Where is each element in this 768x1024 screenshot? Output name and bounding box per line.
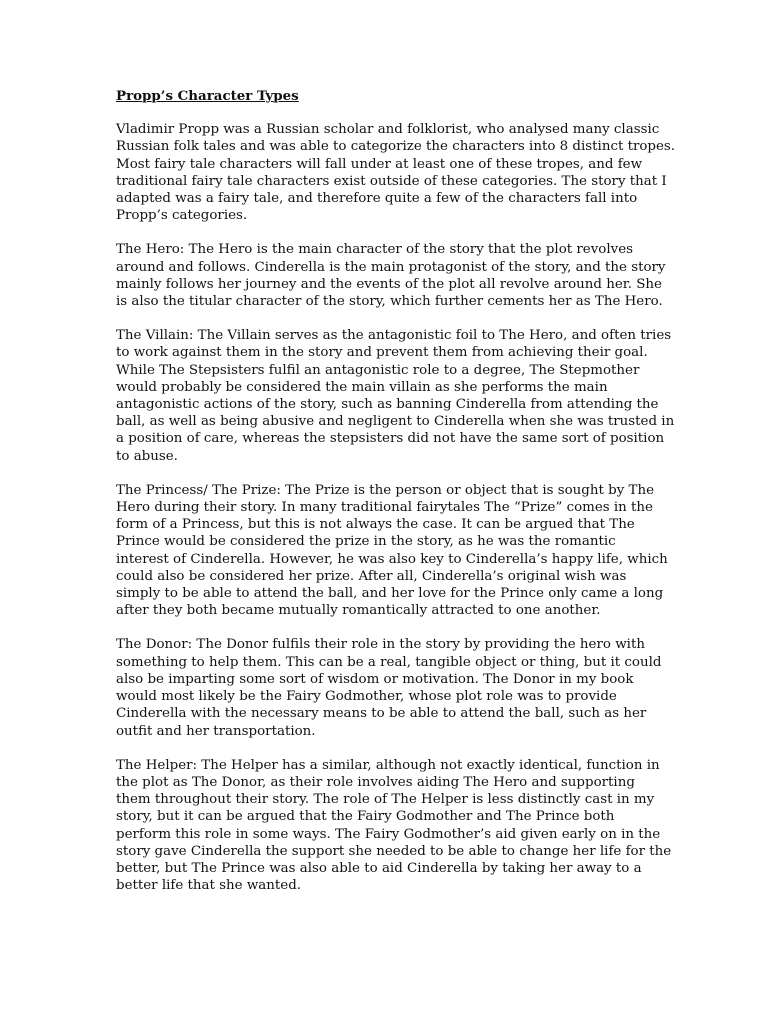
hero-paragraph	[116, 241, 666, 310]
text-line: form of a Princess, but this is not always the case. It can be argued that The	[116, 517, 635, 533]
text-line: Cinderella with the necessary means to be able to attend the ball, such as her	[116, 706, 647, 722]
text-line: also be imparting some sort of wisdom or motivation. The Donor in my book	[116, 671, 634, 687]
text-line: The Donor: The Donor fulfils their role in the story by providing the hero with	[116, 637, 645, 653]
text-line: would probably be considered the main villain as she performs the main	[116, 379, 608, 395]
text-line: better, but The Prince was also able to aid Cinderella by taking her away to a	[116, 860, 642, 876]
document-body	[116, 121, 676, 894]
text-line: traditional fairy tale characters exist outside of these categories. The story that I	[116, 173, 667, 189]
text-line: mainly follows her journey and the events of the plot all revolve around her. She	[116, 276, 662, 292]
text-line: would most likely be the Fairy Godmother, whose plot role was to provide	[116, 689, 617, 705]
text-line: adapted was a fairy tale, and therefore quite a few of the characters fall into	[116, 191, 638, 207]
text-line: Most fairy tale characters will fall under at least one of these tropes, and few	[116, 156, 643, 172]
text-line: better life that she wanted.	[116, 878, 302, 894]
text-line: perform this role in some ways. The Fairy Godmother’s aid given early on in the	[116, 826, 661, 842]
text-line: antagonistic actions of the story, such as banning Cinderella from attending the	[116, 397, 659, 413]
text-line: to work against them in the story and prevent them from achieving their goal.	[116, 345, 648, 361]
text-line: The Villain: The Villain serves as the antagonistic foil to The Hero, and often tries	[116, 328, 672, 344]
villain-paragraph	[116, 327, 675, 465]
text-line: simply to be able to attend the ball, and her love for the Prince only came a long	[116, 586, 664, 602]
text-line: While The Stepsisters fulfil an antagonistic role to a degree, The Stepmother	[116, 362, 640, 378]
helper-paragraph	[116, 757, 672, 895]
text-line: story gave Cinderella the support she needed to be able to change her life for the	[116, 843, 672, 859]
text-line: outfit and her transportation.	[116, 723, 316, 739]
text-line: a position of care, whereas the stepsisters did not have the same sort of position	[116, 431, 665, 447]
text-line: interest of Cinderella. However, he was also key to Cinderella’s happy life, which	[116, 551, 668, 567]
text-line: around and follows. Cinderella is the main protagonist of the story, and the story	[116, 259, 666, 275]
text-line: The Helper: The Helper has a similar, although not exactly identical, function in	[116, 757, 660, 773]
text-line: Hero during their story. In many traditional fairytales The “Prize” comes in the	[116, 500, 653, 516]
text-line: could also be considered her prize. After all, Cinderella’s original wish was	[116, 568, 627, 584]
donor-paragraph	[116, 636, 662, 739]
text-line: Vladimir Propp was a Russian scholar and folklorist, who analysed many classic	[116, 122, 660, 138]
text-line: the plot as The Donor, as their role involves aiding The Hero and supporting	[116, 774, 635, 790]
text-line: after they both became mutually romantically attracted to one another.	[116, 603, 601, 619]
document-page	[116, 88, 676, 911]
text-line: to abuse.	[116, 448, 178, 464]
document-title: Propp’s Character Types	[116, 88, 299, 104]
text-line: The Hero: The Hero is the main character of the story that the plot revolves	[116, 242, 633, 258]
text-line: The Princess/ The Prize: The Prize is the person or object that is sought by The	[116, 482, 655, 498]
text-line: story, but it can be argued that the Fairy Godmother and The Prince both	[116, 809, 615, 825]
text-line: something to help them. This can be a real, tangible object or thing, but it could	[116, 654, 662, 670]
text-line: Propp’s categories.	[116, 208, 248, 224]
text-line: Russian folk tales and was able to categorize the characters into 8 distinct tropes.	[116, 139, 676, 155]
text-line: is also the titular character of the story, which further cements her as The Hero.	[116, 294, 663, 310]
text-line: Prince would be considered the prize in the story, as he was the romantic	[116, 534, 616, 550]
intro-paragraph	[116, 121, 676, 224]
text-line: them throughout their story. The role of The Helper is less distinctly cast in my	[116, 792, 655, 808]
princess-prize-paragraph	[116, 482, 668, 620]
text-line: ball, as well as being abusive and negligent to Cinderella when she was trusted in	[116, 414, 675, 430]
